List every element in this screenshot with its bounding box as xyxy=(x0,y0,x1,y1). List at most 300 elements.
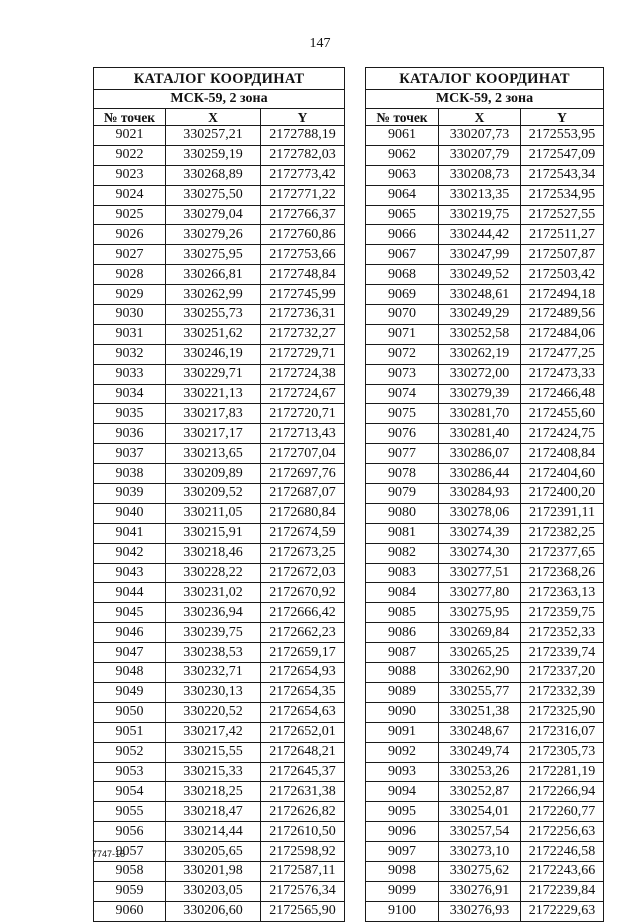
table-body-left xyxy=(94,126,345,922)
cell-y: 2172788,19 xyxy=(261,126,345,146)
coordinate-catalog-table-right xyxy=(365,67,604,922)
cell-point-number: 9086 xyxy=(366,623,439,643)
table-row xyxy=(366,901,604,921)
table-row xyxy=(94,782,345,802)
cell-point-number: 9034 xyxy=(94,384,166,404)
cell-x: 330286,44 xyxy=(439,464,521,484)
page-number: 147 xyxy=(309,36,331,51)
cell-point-number: 9090 xyxy=(366,702,439,722)
table-row xyxy=(94,165,345,185)
cell-y: 2172729,71 xyxy=(261,344,345,364)
table-row xyxy=(366,364,604,384)
column-header-point-number: № точек xyxy=(366,109,439,126)
table-row xyxy=(94,484,345,504)
table-row xyxy=(366,523,604,543)
cell-point-number: 9037 xyxy=(94,444,166,464)
cell-x: 330272,00 xyxy=(439,364,521,384)
cell-x: 330207,79 xyxy=(439,145,521,165)
table-row xyxy=(94,285,345,305)
cell-point-number: 9097 xyxy=(366,842,439,862)
cell-point-number: 9021 xyxy=(94,126,166,146)
cell-y: 2172672,03 xyxy=(261,563,345,583)
cell-point-number: 9071 xyxy=(366,324,439,344)
table-row xyxy=(366,543,604,563)
cell-y: 2172473,33 xyxy=(521,364,604,384)
cell-y: 2172281,19 xyxy=(521,762,604,782)
document-code: 7747-18 xyxy=(92,849,126,859)
cell-point-number: 9056 xyxy=(94,822,166,842)
cell-y: 2172511,27 xyxy=(521,225,604,245)
table-row xyxy=(94,901,345,921)
cell-y: 2172305,73 xyxy=(521,742,604,762)
cell-y: 2172266,94 xyxy=(521,782,604,802)
cell-point-number: 9079 xyxy=(366,484,439,504)
table-row xyxy=(366,861,604,881)
cell-point-number: 9058 xyxy=(94,861,166,881)
cell-y: 2172466,48 xyxy=(521,384,604,404)
cell-point-number: 9055 xyxy=(94,802,166,822)
cell-point-number: 9028 xyxy=(94,265,166,285)
cell-x: 330266,81 xyxy=(166,265,261,285)
cell-y: 2172553,95 xyxy=(521,126,604,146)
cell-point-number: 9043 xyxy=(94,563,166,583)
table-row xyxy=(366,782,604,802)
table-row xyxy=(94,543,345,563)
cell-point-number: 9036 xyxy=(94,424,166,444)
cell-x: 330275,95 xyxy=(166,245,261,265)
cell-x: 330248,67 xyxy=(439,722,521,742)
cell-point-number: 9080 xyxy=(366,503,439,523)
cell-point-number: 9048 xyxy=(94,663,166,683)
cell-y: 2172547,09 xyxy=(521,145,604,165)
cell-y: 2172753,66 xyxy=(261,245,345,265)
cell-point-number: 9027 xyxy=(94,245,166,265)
cell-point-number: 9068 xyxy=(366,265,439,285)
cell-x: 330274,39 xyxy=(439,523,521,543)
table-row xyxy=(366,484,604,504)
cell-y: 2172339,74 xyxy=(521,643,604,663)
cell-x: 330251,38 xyxy=(439,702,521,722)
table-row xyxy=(366,444,604,464)
cell-y: 2172477,25 xyxy=(521,344,604,364)
cell-x: 330218,25 xyxy=(166,782,261,802)
cell-point-number: 9064 xyxy=(366,185,439,205)
cell-y: 2172489,56 xyxy=(521,305,604,325)
cell-point-number: 9060 xyxy=(94,901,166,921)
cell-y: 2172736,31 xyxy=(261,305,345,325)
cell-y: 2172654,35 xyxy=(261,682,345,702)
cell-point-number: 9047 xyxy=(94,643,166,663)
cell-point-number: 9042 xyxy=(94,543,166,563)
cell-x: 330207,73 xyxy=(439,126,521,146)
cell-y: 2172576,34 xyxy=(261,881,345,901)
table-row xyxy=(366,603,604,623)
table-row xyxy=(94,762,345,782)
cell-point-number: 9024 xyxy=(94,185,166,205)
cell-point-number: 9062 xyxy=(366,145,439,165)
cell-x: 330206,60 xyxy=(166,901,261,921)
cell-x: 330286,07 xyxy=(439,444,521,464)
table-row xyxy=(94,265,345,285)
cell-y: 2172748,84 xyxy=(261,265,345,285)
table-row xyxy=(366,881,604,901)
table-row xyxy=(94,145,345,165)
cell-x: 330215,91 xyxy=(166,523,261,543)
cell-y: 2172732,27 xyxy=(261,324,345,344)
cell-x: 330211,05 xyxy=(166,503,261,523)
table-row xyxy=(94,464,345,484)
table-row xyxy=(94,643,345,663)
cell-x: 330217,42 xyxy=(166,722,261,742)
cell-y: 2172332,39 xyxy=(521,682,604,702)
cell-point-number: 9025 xyxy=(94,205,166,225)
cell-y: 2172325,90 xyxy=(521,702,604,722)
cell-y: 2172239,84 xyxy=(521,881,604,901)
cell-y: 2172424,75 xyxy=(521,424,604,444)
cell-y: 2172610,50 xyxy=(261,822,345,842)
cell-y: 2172713,43 xyxy=(261,424,345,444)
cell-x: 330262,90 xyxy=(439,663,521,683)
cell-y: 2172587,11 xyxy=(261,861,345,881)
table-row xyxy=(366,663,604,683)
table-row xyxy=(94,384,345,404)
cell-x: 330279,04 xyxy=(166,205,261,225)
cell-point-number: 9070 xyxy=(366,305,439,325)
table-row xyxy=(366,305,604,325)
table-row xyxy=(94,603,345,623)
cell-y: 2172670,92 xyxy=(261,583,345,603)
table-row xyxy=(94,722,345,742)
cell-point-number: 9038 xyxy=(94,464,166,484)
table-row xyxy=(94,404,345,424)
table-row xyxy=(366,344,604,364)
cell-x: 330252,58 xyxy=(439,324,521,344)
cell-y: 2172368,26 xyxy=(521,563,604,583)
cell-y: 2172363,13 xyxy=(521,583,604,603)
cell-point-number: 9022 xyxy=(94,145,166,165)
cell-x: 330284,93 xyxy=(439,484,521,504)
table-row xyxy=(366,464,604,484)
cell-y: 2172400,20 xyxy=(521,484,604,504)
table-row xyxy=(366,682,604,702)
table-row xyxy=(94,702,345,722)
cell-point-number: 9093 xyxy=(366,762,439,782)
cell-x: 330232,71 xyxy=(166,663,261,683)
cell-x: 330201,98 xyxy=(166,861,261,881)
table-row xyxy=(94,742,345,762)
cell-x: 330214,44 xyxy=(166,822,261,842)
cell-point-number: 9083 xyxy=(366,563,439,583)
cell-y: 2172773,42 xyxy=(261,165,345,185)
cell-x: 330230,13 xyxy=(166,682,261,702)
table-row xyxy=(366,822,604,842)
cell-x: 330218,46 xyxy=(166,543,261,563)
cell-point-number: 9089 xyxy=(366,682,439,702)
cell-x: 330246,19 xyxy=(166,344,261,364)
cell-point-number: 9087 xyxy=(366,643,439,663)
table-row xyxy=(366,802,604,822)
column-header-point-number: № точек xyxy=(94,109,166,126)
cell-y: 2172673,25 xyxy=(261,543,345,563)
table-row xyxy=(94,344,345,364)
cell-y: 2172782,03 xyxy=(261,145,345,165)
cell-point-number: 9084 xyxy=(366,583,439,603)
cell-x: 330262,19 xyxy=(439,344,521,364)
table-row xyxy=(366,424,604,444)
coordinate-catalog-table-left xyxy=(93,67,345,922)
cell-point-number: 9035 xyxy=(94,404,166,424)
cell-y: 2172352,33 xyxy=(521,623,604,643)
cell-point-number: 9032 xyxy=(94,344,166,364)
cell-y: 2172707,04 xyxy=(261,444,345,464)
cell-x: 330255,77 xyxy=(439,682,521,702)
table-row xyxy=(94,225,345,245)
column-header-x: X xyxy=(439,109,521,126)
cell-x: 330279,26 xyxy=(166,225,261,245)
cell-point-number: 9029 xyxy=(94,285,166,305)
cell-x: 330252,87 xyxy=(439,782,521,802)
cell-y: 2172543,34 xyxy=(521,165,604,185)
cell-y: 2172697,76 xyxy=(261,464,345,484)
cell-point-number: 9063 xyxy=(366,165,439,185)
cell-y: 2172771,22 xyxy=(261,185,345,205)
table-row xyxy=(94,444,345,464)
cell-y: 2172598,92 xyxy=(261,842,345,862)
cell-y: 2172229,63 xyxy=(521,901,604,921)
cell-x: 330249,74 xyxy=(439,742,521,762)
cell-y: 2172565,90 xyxy=(261,901,345,921)
cell-x: 330276,93 xyxy=(439,901,521,921)
cell-point-number: 9059 xyxy=(94,881,166,901)
cell-y: 2172527,55 xyxy=(521,205,604,225)
cell-x: 330218,47 xyxy=(166,802,261,822)
cell-y: 2172648,21 xyxy=(261,742,345,762)
cell-y: 2172720,71 xyxy=(261,404,345,424)
cell-x: 330229,71 xyxy=(166,364,261,384)
cell-point-number: 9085 xyxy=(366,603,439,623)
cell-y: 2172652,01 xyxy=(261,722,345,742)
cell-x: 330215,33 xyxy=(166,762,261,782)
cell-x: 330265,25 xyxy=(439,643,521,663)
cell-y: 2172666,42 xyxy=(261,603,345,623)
cell-point-number: 9026 xyxy=(94,225,166,245)
cell-y: 2172494,18 xyxy=(521,285,604,305)
table-row xyxy=(94,822,345,842)
table-row xyxy=(366,285,604,305)
table-row xyxy=(94,663,345,683)
cell-x: 330217,17 xyxy=(166,424,261,444)
cell-point-number: 9023 xyxy=(94,165,166,185)
table-row xyxy=(94,861,345,881)
cell-y: 2172631,38 xyxy=(261,782,345,802)
cell-x: 330249,29 xyxy=(439,305,521,325)
table-row xyxy=(366,503,604,523)
cell-x: 330220,52 xyxy=(166,702,261,722)
cell-y: 2172316,07 xyxy=(521,722,604,742)
cell-y: 2172507,87 xyxy=(521,245,604,265)
cell-x: 330275,50 xyxy=(166,185,261,205)
cell-x: 330251,62 xyxy=(166,324,261,344)
table-row xyxy=(94,563,345,583)
cell-point-number: 9098 xyxy=(366,861,439,881)
cell-point-number: 9072 xyxy=(366,344,439,364)
cell-x: 330275,95 xyxy=(439,603,521,623)
table-row xyxy=(94,305,345,325)
cell-x: 330247,99 xyxy=(439,245,521,265)
cell-y: 2172503,42 xyxy=(521,265,604,285)
column-header-y: Y xyxy=(521,109,604,126)
cell-y: 2172534,95 xyxy=(521,185,604,205)
table-row xyxy=(366,643,604,663)
cell-point-number: 9100 xyxy=(366,901,439,921)
cell-y: 2172687,07 xyxy=(261,484,345,504)
cell-point-number: 9057 xyxy=(94,842,166,862)
catalog-subtitle: МСК-59, 2 зона xyxy=(94,90,345,109)
table-row xyxy=(94,881,345,901)
cell-x: 330228,22 xyxy=(166,563,261,583)
cell-y: 2172377,65 xyxy=(521,543,604,563)
cell-point-number: 9099 xyxy=(366,881,439,901)
table-row xyxy=(366,583,604,603)
cell-x: 330274,30 xyxy=(439,543,521,563)
cell-point-number: 9046 xyxy=(94,623,166,643)
cell-x: 330239,75 xyxy=(166,623,261,643)
cell-point-number: 9082 xyxy=(366,543,439,563)
cell-x: 330213,65 xyxy=(166,444,261,464)
cell-point-number: 9076 xyxy=(366,424,439,444)
cell-x: 330279,39 xyxy=(439,384,521,404)
cell-point-number: 9066 xyxy=(366,225,439,245)
cell-x: 330238,53 xyxy=(166,643,261,663)
cell-x: 330277,80 xyxy=(439,583,521,603)
cell-y: 2172760,86 xyxy=(261,225,345,245)
cell-x: 330213,35 xyxy=(439,185,521,205)
cell-y: 2172766,37 xyxy=(261,205,345,225)
cell-y: 2172484,06 xyxy=(521,324,604,344)
table-row xyxy=(366,842,604,862)
cell-y: 2172337,20 xyxy=(521,663,604,683)
table-row xyxy=(94,503,345,523)
cell-point-number: 9040 xyxy=(94,503,166,523)
table-row xyxy=(366,245,604,265)
cell-point-number: 9074 xyxy=(366,384,439,404)
table-row xyxy=(366,722,604,742)
cell-point-number: 9031 xyxy=(94,324,166,344)
cell-point-number: 9069 xyxy=(366,285,439,305)
table-row xyxy=(366,165,604,185)
table-row xyxy=(94,802,345,822)
table-row xyxy=(94,245,345,265)
table-row xyxy=(94,682,345,702)
cell-point-number: 9075 xyxy=(366,404,439,424)
cell-point-number: 9049 xyxy=(94,682,166,702)
table-row xyxy=(94,842,345,862)
cell-x: 330277,51 xyxy=(439,563,521,583)
table-row xyxy=(366,324,604,344)
cell-y: 2172645,37 xyxy=(261,762,345,782)
table-row xyxy=(94,623,345,643)
cell-point-number: 9088 xyxy=(366,663,439,683)
cell-y: 2172674,59 xyxy=(261,523,345,543)
table-row xyxy=(366,145,604,165)
cell-point-number: 9053 xyxy=(94,762,166,782)
table-row xyxy=(94,583,345,603)
column-header-x: X xyxy=(166,109,261,126)
catalog-title: КАТАЛОГ КООРДИНАТ xyxy=(94,68,345,90)
cell-x: 330221,13 xyxy=(166,384,261,404)
cell-x: 330249,52 xyxy=(439,265,521,285)
cell-x: 330236,94 xyxy=(166,603,261,623)
cell-x: 330231,02 xyxy=(166,583,261,603)
cell-x: 330215,55 xyxy=(166,742,261,762)
cell-y: 2172404,60 xyxy=(521,464,604,484)
table-row xyxy=(366,702,604,722)
cell-point-number: 9051 xyxy=(94,722,166,742)
cell-point-number: 9078 xyxy=(366,464,439,484)
cell-x: 330276,91 xyxy=(439,881,521,901)
cell-x: 330255,73 xyxy=(166,305,261,325)
cell-point-number: 9050 xyxy=(94,702,166,722)
cell-x: 330205,65 xyxy=(166,842,261,862)
cell-x: 330203,05 xyxy=(166,881,261,901)
cell-x: 330248,61 xyxy=(439,285,521,305)
cell-y: 2172243,66 xyxy=(521,861,604,881)
cell-point-number: 9095 xyxy=(366,802,439,822)
cell-point-number: 9061 xyxy=(366,126,439,146)
cell-y: 2172359,75 xyxy=(521,603,604,623)
cell-y: 2172455,60 xyxy=(521,404,604,424)
cell-point-number: 9081 xyxy=(366,523,439,543)
table-row xyxy=(94,523,345,543)
cell-point-number: 9073 xyxy=(366,364,439,384)
cell-point-number: 9096 xyxy=(366,822,439,842)
cell-y: 2172260,77 xyxy=(521,802,604,822)
cell-point-number: 9052 xyxy=(94,742,166,762)
cell-x: 330209,52 xyxy=(166,484,261,504)
cell-y: 2172724,38 xyxy=(261,364,345,384)
cell-point-number: 9039 xyxy=(94,484,166,504)
table-row xyxy=(366,205,604,225)
cell-x: 330244,42 xyxy=(439,225,521,245)
cell-point-number: 9033 xyxy=(94,364,166,384)
cell-point-number: 9094 xyxy=(366,782,439,802)
cell-y: 2172256,63 xyxy=(521,822,604,842)
cell-x: 330257,54 xyxy=(439,822,521,842)
cell-y: 2172408,84 xyxy=(521,444,604,464)
table-row xyxy=(366,185,604,205)
table-row xyxy=(366,623,604,643)
table-row xyxy=(366,126,604,146)
cell-x: 330259,19 xyxy=(166,145,261,165)
cell-x: 330275,62 xyxy=(439,861,521,881)
cell-point-number: 9067 xyxy=(366,245,439,265)
cell-x: 330262,99 xyxy=(166,285,261,305)
cell-point-number: 9045 xyxy=(94,603,166,623)
cell-point-number: 9065 xyxy=(366,205,439,225)
cell-x: 330281,40 xyxy=(439,424,521,444)
cell-x: 330217,83 xyxy=(166,404,261,424)
cell-x: 330273,10 xyxy=(439,842,521,862)
cell-y: 2172654,63 xyxy=(261,702,345,722)
table-row xyxy=(366,742,604,762)
cell-point-number: 9041 xyxy=(94,523,166,543)
cell-y: 2172659,17 xyxy=(261,643,345,663)
table-row xyxy=(366,404,604,424)
table-row xyxy=(94,364,345,384)
cell-x: 330209,89 xyxy=(166,464,261,484)
table-row xyxy=(366,384,604,404)
cell-x: 330278,06 xyxy=(439,503,521,523)
